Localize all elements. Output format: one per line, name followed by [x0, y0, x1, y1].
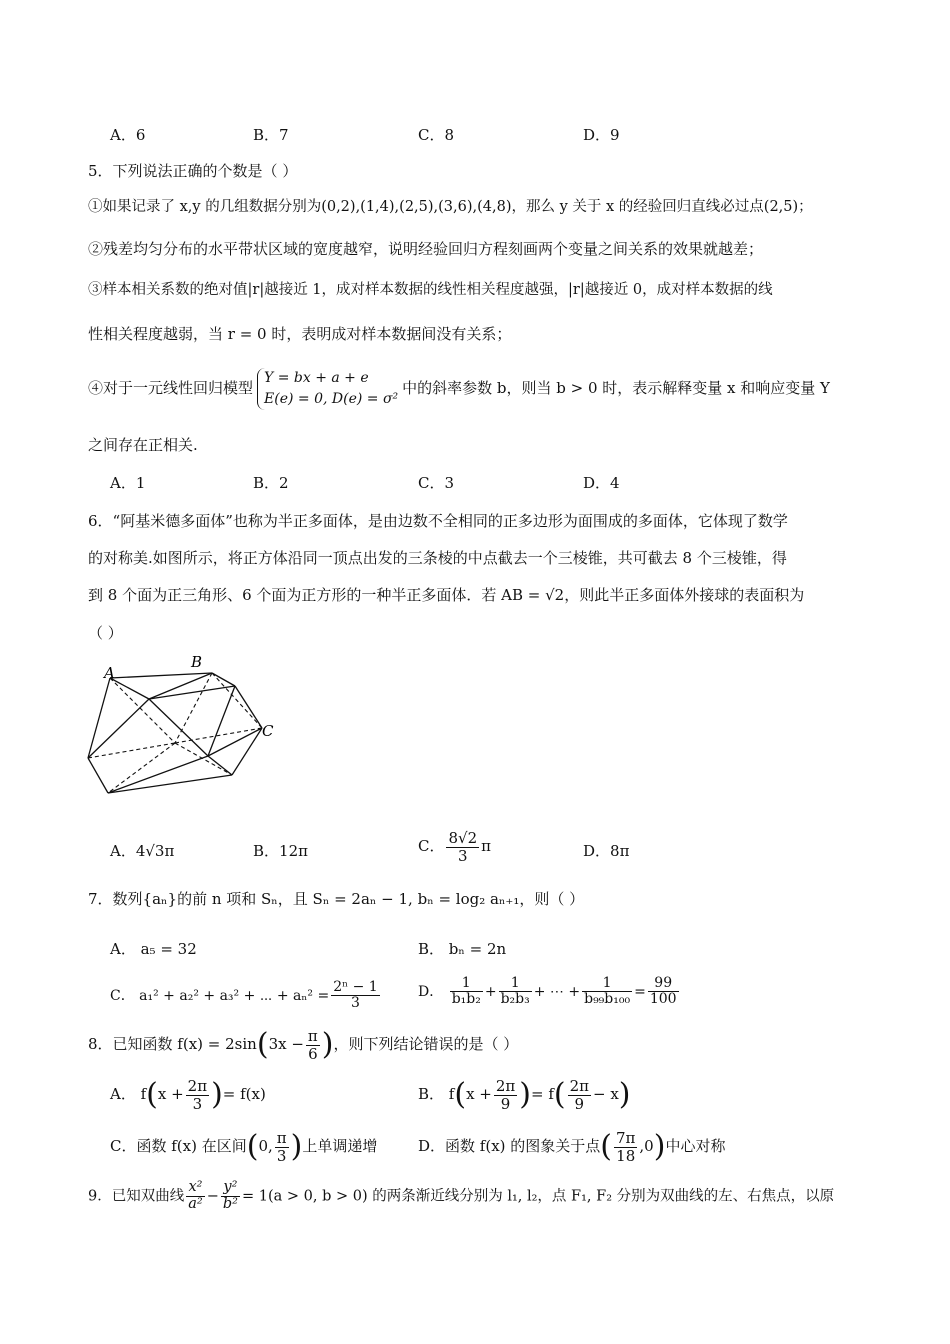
q8-c-num: π: [276, 1129, 287, 1147]
q8-d-pre: D．函数 f(x) 的图象关于点: [418, 1137, 601, 1155]
polyhedron-figure: [80, 648, 290, 818]
q9-minus: −: [206, 1188, 219, 1205]
q7-d-term1: [450, 976, 483, 1008]
q7-option-d-label: D．: [418, 983, 444, 1000]
q6-line-1: 6．“阿基米德多面体”也称为半正多面体，是由边数不全相同的正多边形为面围成的多面体，它体现了数学: [88, 512, 788, 530]
q7-d-term1-num: 1: [450, 976, 483, 992]
q9-fraction-y: [221, 1180, 240, 1213]
q9-pre: 9．已知双曲线: [88, 1188, 185, 1205]
q8-stem-pre: 8．已知函数 f(x) = 2sin: [88, 1035, 257, 1053]
q8-a-post: = f(x): [222, 1085, 266, 1103]
q5-s4-sys-line2: E(e) = 0, D(e) = σ²: [264, 391, 399, 407]
q7-d-rhs-num: 99: [648, 976, 679, 992]
q7-d-rhs: [648, 976, 679, 1008]
q6-line-3: 到 8 个面为正三角形、6 个面为正方形的一种半正多面体．若 AB = √2，则此半正多面体外接球的表面积为: [88, 586, 805, 604]
q5-option-a: A．1: [110, 474, 146, 492]
q5-option-d: D．4: [583, 474, 620, 492]
label-b: B: [191, 653, 203, 671]
q8-b-inner2: − x: [593, 1085, 619, 1103]
q8-c-pre: C．函数 f(x) 在区间: [110, 1137, 247, 1155]
q8-option-c: C．函数 f(x) 在区间(0, $\frac{\pi}{3}$ )上单调递增: [110, 1129, 378, 1165]
q8-a-fraction: [186, 1078, 209, 1112]
q7-d-term2: [499, 976, 532, 1008]
q8-stem-post: ，则下列结论错误的是（ ）: [333, 1035, 519, 1053]
q8-stem: 8．已知函数 f(x) = 2sin(3x − $\frac{\pi}{6}$ )，则下列结论错误的是（ ）: [88, 1027, 519, 1063]
q5-statement-2: ②残差均匀分布的水平带状区域的宽度越窄，说明经验回归方程刻画两个变量之间关系的效果就越差；: [88, 240, 764, 258]
q9-fraction-x: [186, 1180, 204, 1213]
q5-s4-pre: ④对于一元线性回归模型: [88, 379, 254, 397]
q8-c-den: 3: [276, 1146, 287, 1165]
q8-a-den: 3: [192, 1094, 203, 1113]
q5-statement-3a: ③样本相关系数的绝对值|r|越接近 1，成对样本数据的线性相关程度越强，|r|越接近 0，成对样本数据的线: [88, 282, 773, 298]
q8-a-inner: x +: [157, 1085, 184, 1103]
q6-option-b: B．12π: [253, 842, 308, 860]
q5-statement-3b: 性相关程度越弱，当 r = 0 时，表明成对样本数据间没有关系；: [88, 325, 512, 343]
q6-option-c-numerator: 8√2: [448, 829, 478, 847]
q5-stem: 5．下列说法正确的个数是（ ）: [88, 162, 298, 180]
q7-option-a: A． a₅ = 32: [110, 940, 197, 958]
q5-option-b: B．2: [253, 474, 289, 492]
q6-option-c-pi: π: [481, 837, 491, 855]
q5-option-c: C．3: [418, 474, 455, 492]
q7-option-c-lhs: C． a₁² + a₂² + a₃² + ⋯ + aₙ² =: [110, 987, 330, 1004]
q4-option-a: A．6: [110, 126, 146, 144]
q6-option-c-denominator: 3: [458, 846, 468, 865]
q8-b-num1: 2π: [495, 1077, 516, 1095]
q9-post: = 1(a > 0, b > 0) 的两条渐近线分别为 l₁, l₂，点 F₁, F₂ 分别为双曲线的左、右焦点，以原: [241, 1188, 835, 1205]
q8-a-num: 2π: [187, 1077, 208, 1095]
label-c: C: [262, 722, 274, 740]
q7-option-c-fraction: [331, 980, 380, 1012]
q8-d-post: 中心对称: [665, 1137, 726, 1155]
q7-d-term1-den: b₁b₂: [451, 991, 481, 1008]
q8-b-mid: = f: [530, 1085, 554, 1103]
q7-d-rhs-den: 100: [649, 991, 677, 1008]
q8-b-fraction2: [568, 1078, 591, 1112]
q9-f2-num: y²: [221, 1180, 240, 1197]
q8-stem-fraction: [306, 1028, 320, 1062]
q6-option-a: A．4√3π: [110, 842, 175, 860]
q8-option-d: D．函数 f(x) 的图象关于点( $\frac{7\pi}{18}$ ,0)中心对称: [418, 1129, 726, 1165]
q8-b-den2: 9: [574, 1094, 585, 1113]
q8-stem-frac-den: 6: [308, 1044, 318, 1063]
q9-stem: [88, 1180, 834, 1213]
q6-option-c: [418, 830, 491, 864]
q8-stem-inner: 3x −: [268, 1035, 304, 1053]
q7-option-c-numerator: 2ⁿ − 1: [333, 979, 378, 995]
q8-b-den1: 9: [500, 1094, 511, 1113]
q8-d-inner: ,0: [639, 1137, 654, 1155]
q8-option-b: B． f(x + $\frac{2\pi}{9}$ )= f( $\frac{2\pi}{9}$ − x): [418, 1077, 631, 1113]
q4-option-d: D．9: [583, 126, 620, 144]
q8-b-inner: x +: [466, 1085, 492, 1103]
q6-line-2: 的对称美.如图所示，将正方体沿同一顶点出发的三条棱的中点截去一个三棱锥，共可截去 8 个三棱锥，得: [88, 549, 787, 567]
label-a: A: [104, 664, 115, 682]
q9-f1-den: a²: [188, 1195, 203, 1212]
q6-option-c-fraction: [446, 830, 479, 864]
q9-f1-num: x²: [186, 1180, 204, 1197]
q8-d-den: 18: [616, 1146, 636, 1165]
q7-d-term3-num: 1: [582, 976, 632, 992]
q4-option-b: B．7: [253, 126, 289, 144]
q6-option-c-label: C．: [418, 837, 445, 855]
q9-f2-den: b²: [222, 1195, 238, 1212]
q5-statement-4: [88, 368, 830, 410]
q8-a-pre: A． f: [110, 1085, 147, 1103]
q8-b-num2: 2π: [569, 1077, 589, 1095]
q8-d-fraction: [614, 1130, 637, 1164]
q7-option-d: D． $\frac{1}{\text{b₁b₂}}$ + $\frac{1}{\text{b₂b₃}}$ + ⋯ + $\frac{1}{\text{b₉₉b₁₀₀}}$ = $\frac{99}{100}$: [418, 975, 677, 1008]
q8-b-pre: B． f: [418, 1085, 455, 1103]
q7-d-term3-den: b₉₉b₁₀₀: [584, 991, 631, 1008]
q6-option-d: D．8π: [583, 842, 630, 860]
q7-option-c: [110, 980, 382, 1012]
q7-d-term3: [582, 976, 632, 1008]
q7-d-term2-num: 1: [499, 976, 532, 992]
q7-stem: 7．数列{aₙ}的前 n 项和 Sₙ，且 Sₙ = 2aₙ − 1, bₙ = log₂ aₙ₊₁，则（ ）: [88, 890, 585, 908]
q5-s4-post: 中的斜率参数 b，则当 b > 0 时，表示解释变量 x 和响应变量 Y: [402, 379, 830, 397]
q7-d-ellipsis: + ⋯ +: [533, 983, 581, 1000]
q8-c-post: 上单调递增: [302, 1137, 378, 1155]
q5-s4-system: [257, 368, 398, 410]
q5-s4-sys-line1: Y = bx + a + e: [264, 370, 369, 386]
q8-option-a: A． f(x + $\frac{2\pi}{3}$ )= f(x): [110, 1077, 266, 1113]
q6-line-4: （ ）: [88, 624, 123, 642]
q5-statement-1: ①如果记录了 x,y 的几组数据分别为(0,2),(1,4),(2,5),(3,6),(4,8)，那么 y 关于 x 的经验回归直线必过点(2,5)；: [88, 199, 813, 215]
q4-option-c: C．8: [418, 126, 455, 144]
q8-stem-frac-num: π: [307, 1027, 318, 1045]
q8-d-num: 7π: [616, 1129, 636, 1147]
q5-statement-4-end: 之间存在正相关.: [88, 436, 198, 454]
q7-d-term2-den: b₂b₃: [500, 991, 530, 1008]
q7-option-b: B． bₙ = 2n: [418, 940, 507, 958]
q8-b-fraction1: [494, 1078, 517, 1112]
q8-c-fraction: [275, 1130, 289, 1164]
q8-c-inner: 0,: [258, 1137, 273, 1155]
q7-option-c-denominator: 3: [351, 995, 360, 1012]
